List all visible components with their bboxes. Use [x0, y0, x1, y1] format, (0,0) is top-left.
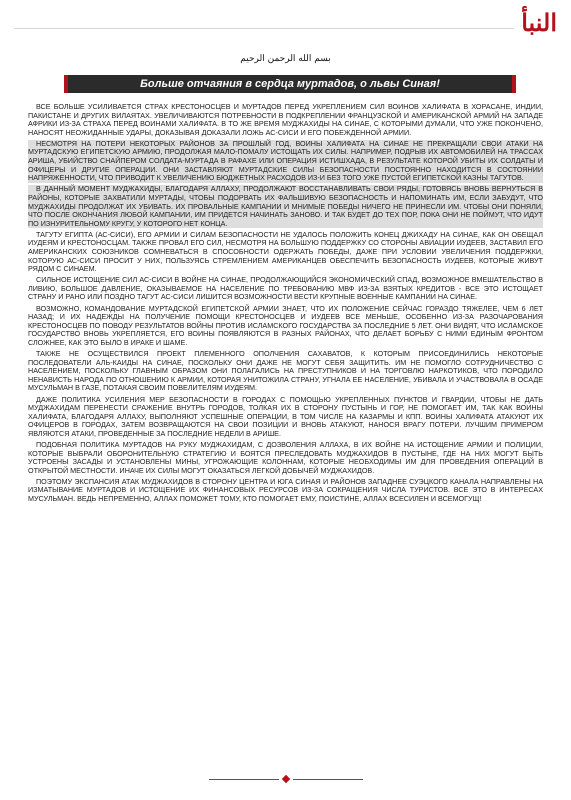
ornament-diamond-icon: [281, 775, 289, 783]
ornament-line: [293, 779, 363, 780]
article-title: Больше отчаяния в сердца муртадов, о львы Синая!: [140, 78, 440, 90]
article-body: [28, 103, 543, 506]
paragraph: ДАЖЕ ПОЛИТИКА УСИЛЕНИЯ МЕР БЕЗОПАСНОСТИ В ГОРОДАХ С ПОМОЩЬЮ УКРЕПЛЕННЫХ ПУНКТОВ И ГВАРДИИ, ЧТОБЫ НЕ ДАТЬ МУДЖАХИДАМ ПЕРЕНЕСТИ СРАЖЕНИЕ ВНУТРЬ ГОРОДОВ, ТОЛКАЯ ИХ В СТОРОНУ ПУСТЫНЬ И ГОР, НЕ ПОМОГАЕТ ИМ, ТАК КАК ВОИНЫ ХАЛИФАТА, БЛАГОДАРЯ АЛЛАХУ, ВЫПОЛНЯЮТ УСПЕШНЫЕ ОПЕРАЦИИ, В ТОМ ЧИСЛЕ НА КАЗАРМЫ И КПП. ВОИНЫ ХАЛИФАТА АТАКУЮТ ИХ ОФИЦЕРОВ В ГОРОДАХ, ЗАТЕМ ВОЗВРАЩАЮТСЯ НА СВОИ ПОЗИЦИИ И ВНОВЬ АТАКУЮТ, НАНОСЯ ВРАГУ ПОТЕРИ. ЛУЧШИМ ПРИМЕРОМ ЯВЛЯЮТСЯ АТАКИ, ПРОВЕДЕННЫЕ ЗА ПОСЛЕДНИЕ НЕДЕЛИ В АРИШЕ.: [28, 394, 543, 438]
paragraph: СИЛЬНОЕ ИСТОЩЕНИЕ СИЛ АС-СИСИ В ВОЙНЕ НА СИНАЕ, ПРОДОЛЖАЮЩИЙСЯ ЭКОНОМИЧЕСКИЙ СПАД, ВОЗМОЖНОЕ ВМЕШАТЕЛЬСТВО В ЛИВИЮ, БОЛЬШОЕ ДАВЛЕНИЕ, ОКАЗЫВАЕМОЕ НА НАСЕЛЕНИЕ ПО ТРЕБОВАНИЮ МВФ ИЗ-ЗА ВЗЯТЫХ КРЕДИТОВ - ВСЕ ЭТО ИСТОЩАЕТ СТРАНУ И РАНО ИЛИ ПОЗДНО ТАГУТ АС-СИСИ ЛИШИТСЯ ВОЗМОЖНОСТИ ВЕСТИ КРУПНЫЕ ВОЕННЫЕ КАМПАНИИ НА СИНАЕ.: [28, 275, 543, 302]
publication-logo: النبأ: [521, 8, 557, 37]
ornament-line: [209, 779, 279, 780]
paragraph: ПОЭТОМУ ЭКСПАНСИЯ АТАК МУДЖАХИДОВ В СТОРОНУ ЦЕНТРА И ЮГА СИНАЯ И РАЙОНОВ ЗАПАДНЕЕ СУЭЦКОГО КАНАЛА НАПРАВЛЕНЫ НА ИЗМАТЫВАНИЕ МУРТАДОВ И ИСТОЩЕНИЕ ИХ ФИНАНСОВЫХ РЕСУРСОВ ИЗ-ЗА СОКРАЩЕНИЯ ЧИСЛА ТУРИСТОВ. ВСЕ ЭТО В ИНТЕРЕСАХ МУСУЛЬМАН. ВЕДЬ НЕПРЕМЕННО, АЛЛАХ ПОМОЖЕТ ТОМУ, КТО ПОМОГАЕТ ЕМУ, ПОИСТИНЕ, АЛЛАХ ВСЕСИЛЕН И ВСЕМОГУЩ!: [28, 476, 543, 504]
article-title-bar: [64, 75, 516, 93]
paragraph: ТАКЖЕ НЕ ОСУЩЕСТВИЛСЯ ПРОЕКТ ПЛЕМЕННОГО ОПОЛЧЕНИЯ САХАВАТОВ, К КОТОРЫМ ПРИСОЕДИНИЛИСЬ НЕКОТОРЫЕ ПОСЛЕДОВАТЕЛИ АЛЬ-КАИДЫ НА СИНАЕ, ПОСКОЛЬКУ ОНИ ДАЖЕ НЕ МОГУТ СЕБЯ ЗАЩИТИТЬ. ИМ НЕ ПОМОГЛО СОТРУДНИЧЕСТВО С НАСЕЛЕНИЕМ, ПОСКОЛЬКУ ГЛАВНЫМ ОБРАЗОМ ОНИ ПОЛАГАЛИСЬ НА ПРЕСТУПНИКОВ И НА ТОРГОВЛЮ НАРКОТИКОВ, ЧТО ПОРОДИЛО НЕНАВИСТЬ НАРОДА ПО ОТНОШЕНИЮ К АРМИИ, КОТОРАЯ УНИТОЖИЛА СТРАНУ, УГНАЛА ЕЕ НАСЕЛЕНИЕ, УБИВАЛА И УЧАСТВОВАЛА В ОСАДЕ МУСУЛЬМАН В ГАЗЕ, ПОТАКАЯ СВОИМ ПОВЕЛИТЕЛЯМ ИУДЕЯМ.: [28, 349, 543, 393]
basmala: بسم الله الرحمن الرحيم: [240, 54, 331, 64]
paragraph: ВСЕ БОЛЬШЕ УСИЛИВАЕТСЯ СТРАХ КРЕСТОНОСЦЕВ И МУРТАДОВ ПЕРЕД УКРЕПЛЕНИЕМ СИЛ ВОИНОВ ХАЛИФАТА В ХОРАСАНЕ, ИНДИИ, ПАКИСТАНЕ И ДРУГИХ ВИЛАЯТАХ. УВЕЛИЧИВАЮТСЯ ПОТРЕБНОСТИ В ПОДКРЕПЛЕНИИ ФРАНЦУЗСКОЙ И АМЕРИКАНСКОЙ АРМИЙ НА ЗАПАДЕ АФРИКИ ИЗ-ЗА СТРАХА ПЕРЕД ВОИНАМИ ХАЛИФАТА. В ТО ЖЕ ВРЕМЯ МУДЖАХИДЫ НА СИНАЕ, С КОТОРЫМИ ДУМАЛИ, ЧТО УЖЕ ПОКОНЧЕНО, НАНОСЯТ НЕОЖИДАННЫЕ УДАРЫ, ДОКАЗЫВАЯ ДОКАЗАЛИ ЛОЖЬ АС-СИСИ И ЕГО ПОБЕЖДЕННОЙ АРМИИ.: [28, 102, 543, 137]
paragraph: ТАГУТУ ЕГИПТА (АС-СИСИ), ЕГО АРМИИ И СИЛАМ БЕЗОПАСНОСТИ НЕ УДАЛОСЬ ПОЛОЖИТЬ КОНЕЦ ДЖИХАДУ НА СИНАЕ, КАК ОН ОБЕЩАЛ ИУДЕЯМ И КРЕСТОНОСЦАМ. ТАКЖЕ ПРОВАЛ ЕГО СИЛ, НЕСМОТРЯ НА БОЛЬШУЮ ПОДДЕРЖКУ СО СТОРОНЫ АВИАЦИИ ИУДЕЕВ, ЗАСТАВИЛ ЕГО АМЕРИКАНСКИХ СОЮЗНИКОВ СОМНЕВАТЬСЯ В СПОСОБНОСТИ ОДЕРЖАТЬ ПОБЕДЫ, ДАЖЕ ПРИ УСЛОВИИ УВЕЛИЧЕНИЯ ПОДДЕРЖКИ, КОТОРУЮ АС-СИСИ ПРОСИТ У НИХ, ПОЛЬЗУЯСЬ СТРЕМЛЕНИЕМ АМЕРИКАНЦЕВ ОБЕСПЕЧИТЬ БЕЗОПАСНОСТЬ ИУДЕЕВ, КОТОРЫЕ ЖИВУТ РЯДОМ С СИНАЕМ.: [28, 229, 543, 274]
footer-ornament: [0, 776, 571, 782]
paragraph-highlighted: В ДАННЫЙ МОМЕНТ МУДЖАХИДЫ, БЛАГОДАРЯ АЛЛАХУ, ПРОДОЛЖАЮТ ВОССТАНАВЛИВАТЬ СВОИ РЯДЫ, ГОТОВЯСЬ ВНОВЬ ВЕРНУТЬСЯ В РАЙОНЫ, КОТОРЫЕ ЗАХВАТИЛИ МУРТАДЫ, ЧТОБЫ ПОДОРВАТЬ ИХ ФАЛЬШИВУЮ БЕЗОПАСНОСТЬ И НАПОМИНАТЬ ИМ, ЕСЛИ ЗАБУДУТ, ЧТО МУДЖАХИДЫ ПРОДОЛЖАТ ИХ УБИВАТЬ. ИХ ПРОВАЛЬНЫЕ КАМПАНИИ И МНИМЫЕ ПОБЕДЫ НИЧЕГО НЕ ПРИНЕСЛИ ИМ. ЧТОБЫ ОНИ ПОНЯЛИ, ЧТО ПОСЛЕ ОКОНЧАНИЯ ЛЮБОЙ КАМПАНИИ, ИМ ПРИДЕТСЯ НАЧИНАТЬ ЗАНОВО. И ТАК БУДЕТ ДО ТЕХ ПОР, ПОКА ОНИ НЕ ПОЙМУТ, ЧТО ИДУТ ПО ИЗНУРИТЕЛЬНОМУ КРУГУ, У КОТОРОГО НЕТ КОНЦА.: [28, 184, 543, 228]
paragraph-highlighted: НЕСМОТРЯ НА ПОТЕРИ НЕКОТОРЫХ РАЙОНОВ ЗА ПРОШЛЫЙ ГОД, ВОИНЫ ХАЛИФАТА НА СИНАЕ НЕ ПРЕКРАЩАЛИ СВОИ АТАКИ НА МУРТАДСКУЮ ЕГИПЕТСКУЮ АРМИЮ, ПРОДОЛЖАЯ МАЛО-ПОМАЛУ ИСТОЩАТЬ ИХ СИЛЫ. НАПРИМЕР, ПОДРЫВ ИХ АВТОМОБИЛЕЙ НА ТРАССАХ АРИША, УБИЙСТВО СНАЙПЕРОМ СОЛДАТА-МУРТАДА В РАФАХЕ ИЛИ ОПЕРАЦИЯ ИСТИШХАДА, В РЕЗУЛЬТАТЕ КОТОРОЙ УБИТЫ ИХ СОЛДАТЫ И ОФИЦЕРЫ И ДРУГИЕ ОПЕРАЦИИ. ОНИ ЗАСТАВЛЯЮТ МУРТАДСКИЕ СИЛЫ БЕЗОПАСНОСТИ ПОСТОЯННО НАХОДИТСЯ В СОСТОЯНИИ НАПРЯЖЕННОСТИ, ЧТО ПРИВОДИТ К УВЕЛИЧЕНИЮ БЮДЖЕТНЫХ РАСХОДОВ ИЗ-И БЕЗ ТОГО УЖЕ ПУСТОЙ ЕГИПЕТСКОЙ КАЗНЫ ТАГУТОВ.: [28, 138, 543, 183]
paragraph: ПОДОБНАЯ ПОЛИТИКА МУРТАДОВ НА РУКУ МУДЖАХИДАМ, С ДОЗВОЛЕНИЯ АЛЛАХА, В ИХ ВОЙНЕ НА ИСТОЩЕНИЕ АРМИИ И ПОЛИЦИИ, КОТОРЫЕ ВЫБРАЛИ ОБОРОНИТЕЛЬНУЮ СТРАТЕГИЮ И БОЯТСЯ ПРЕСЛЕДОВАТЬ МУДЖАХИДОВ В ПУСТЫНЕ, ГДЕ НА НИХ МОГУТ БЫТЬ УСТРОЕНЫ ЗАСАДЫ И УСТАНОВЛЕНЫ МИНЫ, УГРОЖАЮЩИЕ КОЛОННАМ, КОТОРЫЕ НЕОБХОДИМЫ ИМ ДЛЯ ПРОВЕДЕНИЯ ОПЕРАЦИЙ В ОТКРЫТОЙ МЕСТНОСТИ. ИНАЧЕ ИХ СИЛЫ МОГУТ ОКАЗАТЬСЯ ЛЕГКОЙ ДОБЫЧЕЙ МУДЖАХИДОВ.: [28, 439, 543, 475]
paragraph: ВОЗМОЖНО, КОМАНДОВАНИЕ МУРТАДСКОЙ ЕГИПЕТСКОЙ АРМИИ ЗНАЕТ, ЧТО ИХ ПОЛОЖЕНИЕ СЕЙЧАС ГОРАЗДО ТЯЖЕЛЕЕ, ЧЕМ 6 ЛЕТ НАЗАД; И ИХ НАДЕЖДЫ НА ПОЛУЧЕНИЕ ПОМОЩИ КРЕСТОНОСЦЕВ И ИУДЕЕВ ВСЕ МЕНЬШЕ, ОСОБЕННО ИЗ-ЗА РАЗОЧАРОВАНИЯ КРЕСТОНОСЦЕВ ПО ПОВОДУ РЕЗУЛЬТАТОВ ВОЙНЫ ПРОТИВ ИСЛАМСКОГО ГОСУДАРСТВА ЗА ПОСЛЕДНИЕ 5 ЛЕТ. ОНИ ВИДЯТ, ЧТО ИСЛАМСКОЕ ГОСУДАРСТВО ВНОВЬ УКРЕПЛЯЕТСЯ, ЕГО ВОИНЫ ПОЯВЛЯЮТСЯ В РАЗНЫХ РАЙОНАХ, ЧТО ДЕЛАЕТ БОРЬБУ С НИМИ ЕДИНЫМ ФРОНТОМ СЛОЖНЕЕ, КАК ЭТО БЫЛО В ИРАКЕ И ШАМЕ.: [28, 303, 543, 347]
header-divider: [14, 28, 514, 29]
